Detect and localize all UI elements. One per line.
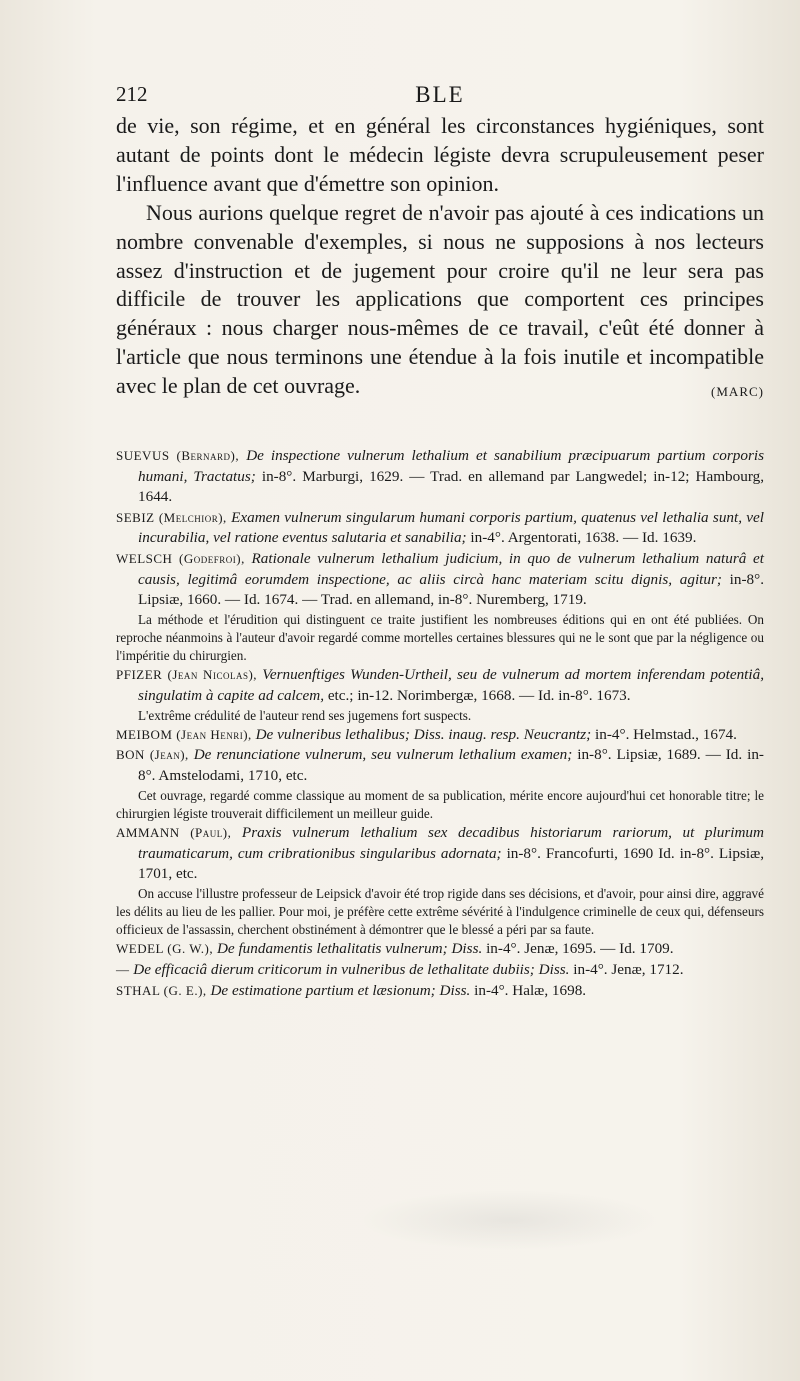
bib-entry <box>116 446 764 508</box>
bib-details: in-8°. Francofurti, 1690 Id. in-8°. Lipsiæ, 1701, etc. <box>138 844 765 883</box>
bib-entry <box>116 939 764 960</box>
bib-details: in-4°. Jenæ, 1712. <box>573 960 684 978</box>
bibliography <box>116 446 764 1001</box>
bib-author: BON (Jean), <box>116 747 189 763</box>
bib-author: AMMANN (Paul), <box>116 824 232 840</box>
page-number: 212 <box>116 82 148 106</box>
bib-title: De inspectione vulnerum lethalium et sanabilium præcipuarum partium corporis humani, Tractatus; <box>138 447 764 485</box>
bib-entry <box>116 665 764 706</box>
running-head: BLE <box>415 82 465 107</box>
bib-details: in-4°. Halæ, 1698. <box>474 981 587 999</box>
bib-author: SUEVUS (Bernard), <box>116 448 240 463</box>
paragraph-1: de vie, son régime, et en général les circonstances hygiéniques, sont autant de points dont le médecin légiste devra scrupuleusement peser l'influence avant que d'émettre son opinion. <box>116 113 764 196</box>
bib-entry <box>116 960 764 981</box>
bib-title: Vernuenftiges Wunden-Urtheil, seu de vulnerum ad mortem inferendam potentiâ, singulatim à capite ad calcem, <box>138 666 764 704</box>
page-header <box>116 82 764 112</box>
main-text <box>116 112 764 407</box>
bib-title: De efficaciâ dierum criticorum in vulneribus de lethalitate dubiis; Diss. <box>133 960 570 978</box>
bib-note: Cet ouvrage, regardé comme classique au moment de sa publication, mérite encore aujourd'hui cet honorable titre; le chirurgien légiste trouverait difficilement un meilleur guide. <box>116 787 764 821</box>
bib-author: PFIZER (Jean Nicolas), <box>116 667 258 683</box>
bib-author: — <box>116 961 130 977</box>
bib-title: Praxis vulnerum lethalium sex decadibus historiarum rariorum, ut plurimum traumaticarum, cum cribrationibus singularibus adornata; <box>138 823 764 862</box>
bib-title: De estimatione partium et læsionum; Diss. <box>210 981 471 999</box>
bib-details: in-8°. Lipsiæ, 1660. — Id. 1674. — Trad. en allemand, in-8°. Nuremberg, 1719. <box>138 570 764 609</box>
bib-entry <box>116 981 764 1002</box>
bib-details: in-4°. Jenæ, 1695. — Id. 1709. <box>486 940 674 958</box>
author-signature: (MARC) <box>711 384 764 400</box>
bib-entry <box>116 508 764 549</box>
bib-note: La méthode et l'érudition qui distinguent ce traite justifient les nombreuses éditions qui en ont été publiées. On reproche néanmoins à l'auteur d'avoir regardé comme mortelles certaines blessures qui ne le sont que par la négligence ou l'impéritie du chirurgien. <box>116 611 764 664</box>
bib-title: De vulneribus lethalibus; Diss. inaug. resp. Neucrantz; <box>255 725 592 743</box>
paragraph-2-text: Nous aurions quelque regret de n'avoir pas ajouté à ces indications un nombre convenable d'exemples, si nous ne supposions à nos lecteurs assez d'instruction et de jugement pour croire qu'il ne leur sera pas difficile de trouver les applications que comportent ces principes généraux : nous charger nous-mêmes de ce travail, c'eût été donner à l'article que nous terminons une étendue à la fois inutile et incompatible avec le plan de cet ouvrage. <box>116 199 764 399</box>
bib-entry <box>116 549 764 611</box>
bib-author: WEDEL (G. W.), <box>116 941 214 957</box>
bib-title: De fundamentis lethalitatis vulnerum; Diss. <box>216 940 483 958</box>
bib-title: Examen vulnerum singularum humani corporis partium, quatenus vel lethalia sunt, vel incurabilia, vel ratione eventus salutaria et sanabilia; <box>138 508 765 547</box>
bib-details: in-8°. Lipsiæ, 1689. — Id. in-8°. Amstelodami, 1710, etc. <box>138 746 764 784</box>
bib-entry <box>116 745 764 786</box>
bib-entry <box>116 725 764 746</box>
bleed-through-smudge <box>360 1190 660 1250</box>
paragraph-2 <box>116 199 764 401</box>
bib-author: SEBIZ (Melchior), <box>116 509 227 525</box>
bib-entry <box>116 823 764 885</box>
bib-author: MEIBOM (Jean Henri), <box>116 726 252 742</box>
bib-author: STHAL (G. E.), <box>116 982 207 998</box>
bib-note: L'extrême crédulité de l'auteur rend ses jugemens fort suspects. <box>138 707 472 723</box>
bib-details: in-4°. Argentorati, 1638. — Id. 1639. <box>470 529 697 547</box>
bib-title: De renunciatione vulnerum, seu vulnerum lethalium examen; <box>193 746 573 764</box>
bib-details: in-8°. Marburgi, 1629. — Trad. en allemand par Langwedel; in-12; Hambourg, 1644. <box>138 467 765 506</box>
bib-author: WELSCH (Godefroi), <box>116 550 245 566</box>
bib-note: On accuse l'illustre professeur de Leipsick d'avoir été trop rigide dans ses décisions, et d'avoir, pour ainsi dire, aggravé les délits au lieu de les pallier. Pour moi, je préfère cette extrême sévérité à l'indulgence criminelle de ceux qui, défenseurs officieux de l'assassin, cherchent obstinément à démontrer que le blessé a péri par sa faute. <box>116 885 764 938</box>
bib-title: Rationale vulnerum lethalium judicium, in quo de vulnerum lethalium naturâ et causis, legitimâ eorumdem inspectione, ac aliis circà hanc materiam scitu dignis, agitur; <box>138 549 764 588</box>
bib-details: etc.; in-12. Norimbergæ, 1668. — Id. in-8°. 1673. <box>327 686 631 704</box>
bib-details: in-4°. Helmstad., 1674. <box>595 725 737 743</box>
